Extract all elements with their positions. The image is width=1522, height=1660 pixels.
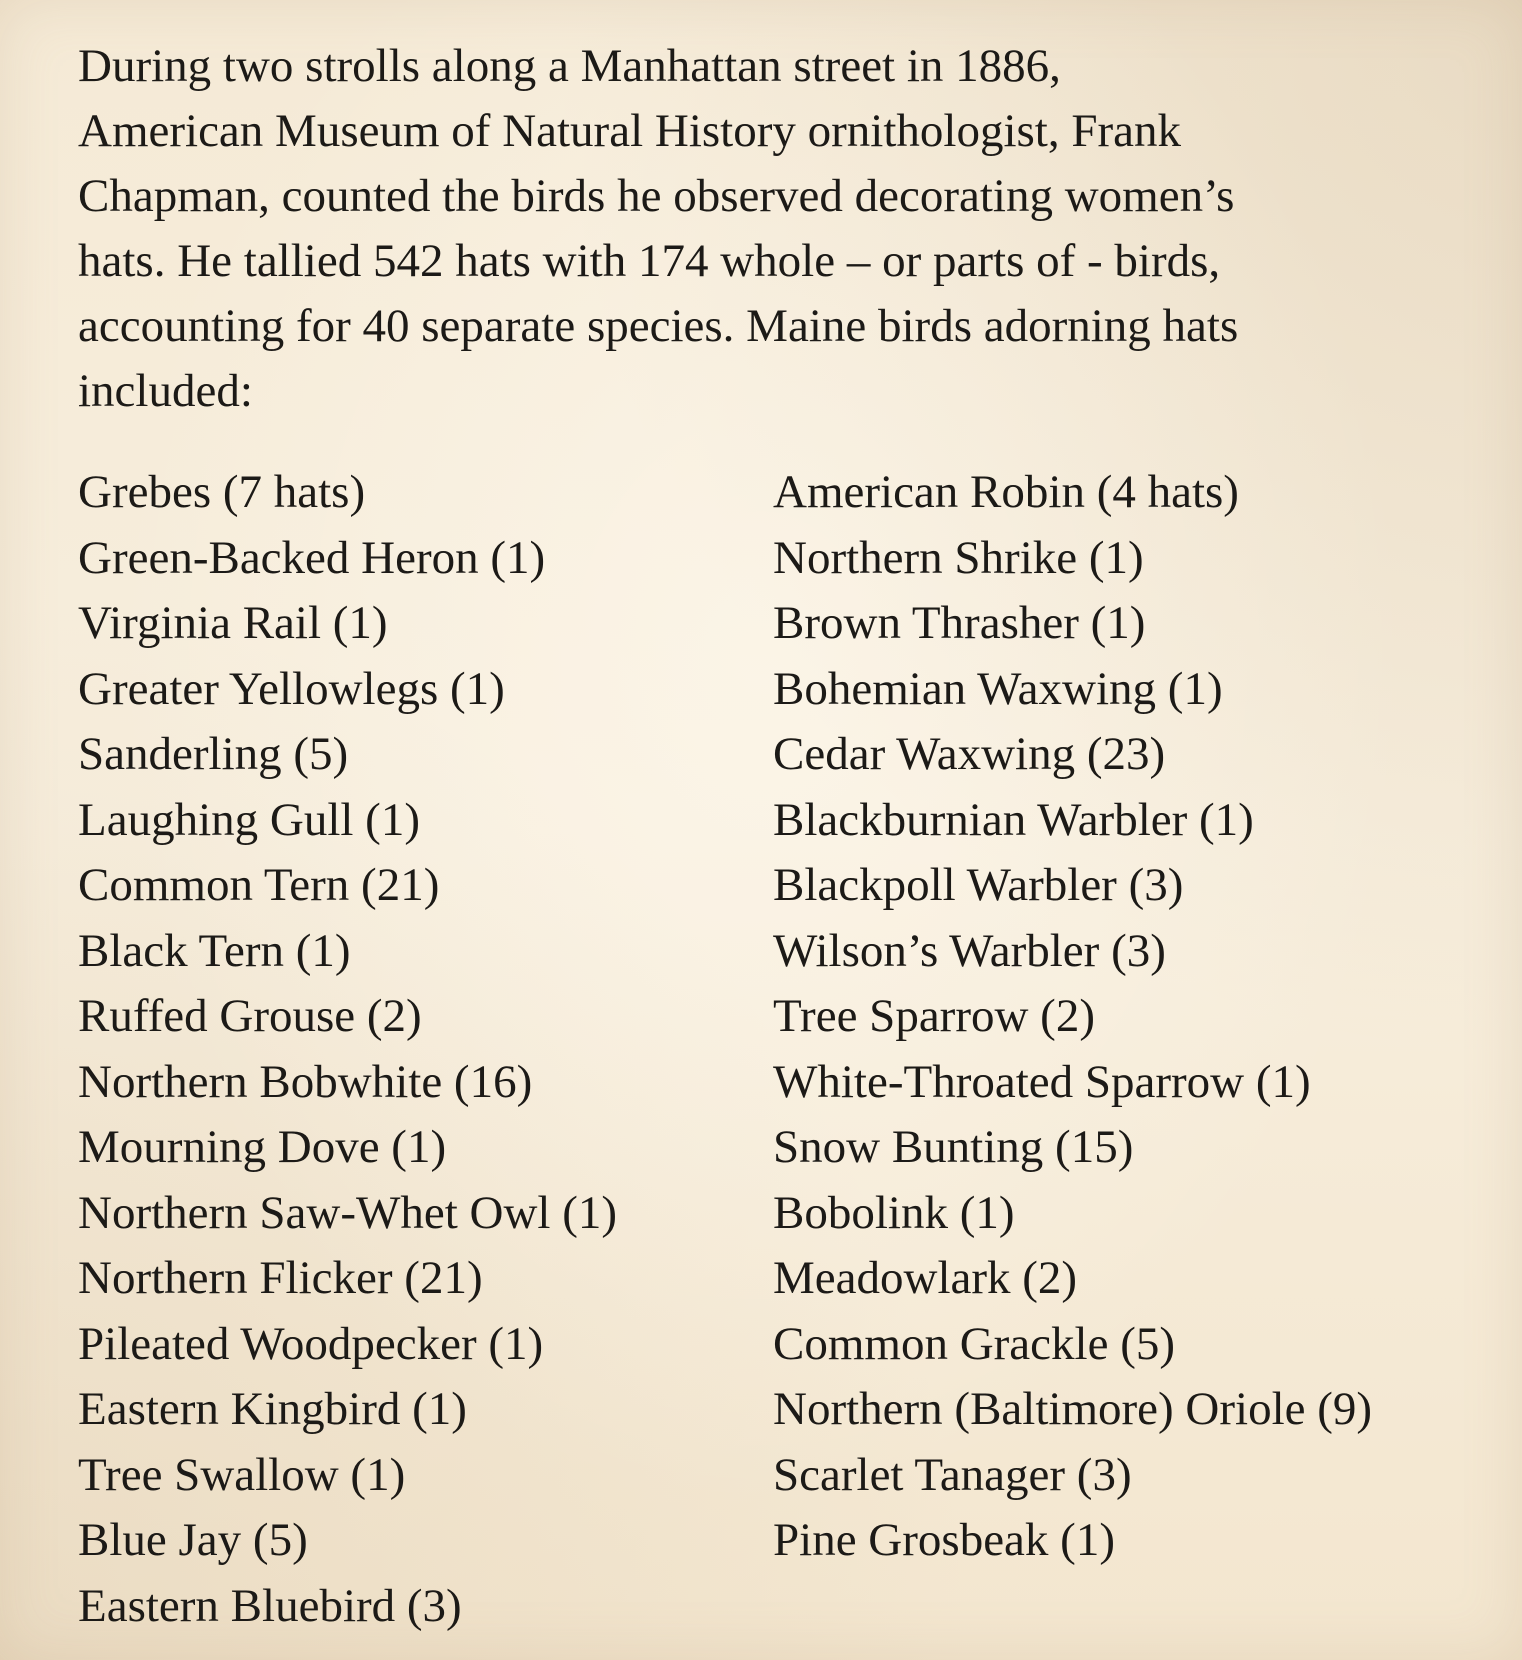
list-item: Laughing Gull (1) — [78, 793, 420, 846]
list-item: Meadowlark (2) — [773, 1252, 1078, 1304]
intro-line: Chapman, counted the birds he observed decorating women’s — [78, 170, 1235, 222]
list-item: Tree Sparrow (2) — [773, 990, 1095, 1042]
list-item: Tree Swallow (1) — [78, 1448, 406, 1501]
list-item: Sanderling (5) — [78, 728, 349, 780]
list-item: Virginia Rail (1) — [78, 597, 388, 649]
list-item: American Robin (4 hats) — [773, 466, 1239, 518]
list-item: Northern (Baltimore) Oriole (9) — [773, 1383, 1373, 1435]
list-item: Common Tern (21) — [78, 859, 440, 911]
list-item: White-Throated Sparrow (1) — [773, 1055, 1311, 1108]
list-item: Mourning Dove (1) — [78, 1121, 447, 1173]
list-item: Scarlet Tanager (3) — [773, 1448, 1132, 1501]
list-item: Northern Shrike (1) — [773, 531, 1144, 584]
list-item: Eastern Kingbird (1) — [78, 1383, 467, 1435]
list-item: Blue Jay (5) — [78, 1514, 308, 1566]
list-item: Northern Saw-Whet Owl (1) — [78, 1186, 618, 1239]
intro-line: During two strolls along a Manhattan street in 1886, — [78, 40, 1061, 92]
list-item: Brown Thrasher (1) — [773, 597, 1146, 649]
list-item: Wilson’s Warbler (3) — [773, 924, 1166, 977]
bird-list-left — [78, 460, 617, 1639]
intro-line: included: — [78, 365, 253, 417]
list-item: Blackburnian Warbler (1) — [773, 793, 1254, 846]
list-item: Greater Yellowlegs (1) — [78, 662, 505, 715]
list-item: Common Grackle (5) — [773, 1317, 1176, 1370]
list-item: Eastern Bluebird (3) — [78, 1579, 462, 1632]
list-item: Black Tern (1) — [78, 924, 351, 977]
intro-line: American Museum of Natural History ornithologist, Frank — [78, 105, 1182, 157]
list-item: Green-Backed Heron (1) — [78, 531, 546, 584]
list-item: Ruffed Grouse (2) — [78, 990, 422, 1042]
list-item: Bohemian Waxwing (1) — [773, 662, 1223, 715]
list-item: Cedar Waxwing (23) — [773, 728, 1166, 780]
list-item: Pileated Woodpecker (1) — [78, 1317, 544, 1370]
list-item: Blackpoll Warbler (3) — [773, 859, 1184, 911]
intro-line: hats. He tallied 542 hats with 174 whole – or parts of - birds, — [78, 235, 1221, 287]
bird-list-right — [773, 460, 1372, 1574]
list-item: Northern Flicker (21) — [78, 1252, 483, 1304]
list-item: Snow Bunting (15) — [773, 1121, 1134, 1173]
list-item: Pine Grosbeak (1) — [773, 1514, 1115, 1566]
intro-line: accounting for 40 separate species. Maine birds adorning hats — [78, 300, 1239, 352]
list-item: Grebes (7 hats) — [78, 466, 366, 518]
list-item: Northern Bobwhite (16) — [78, 1055, 533, 1108]
list-item: Bobolink (1) — [773, 1186, 1015, 1239]
intro-paragraph — [78, 34, 1478, 424]
